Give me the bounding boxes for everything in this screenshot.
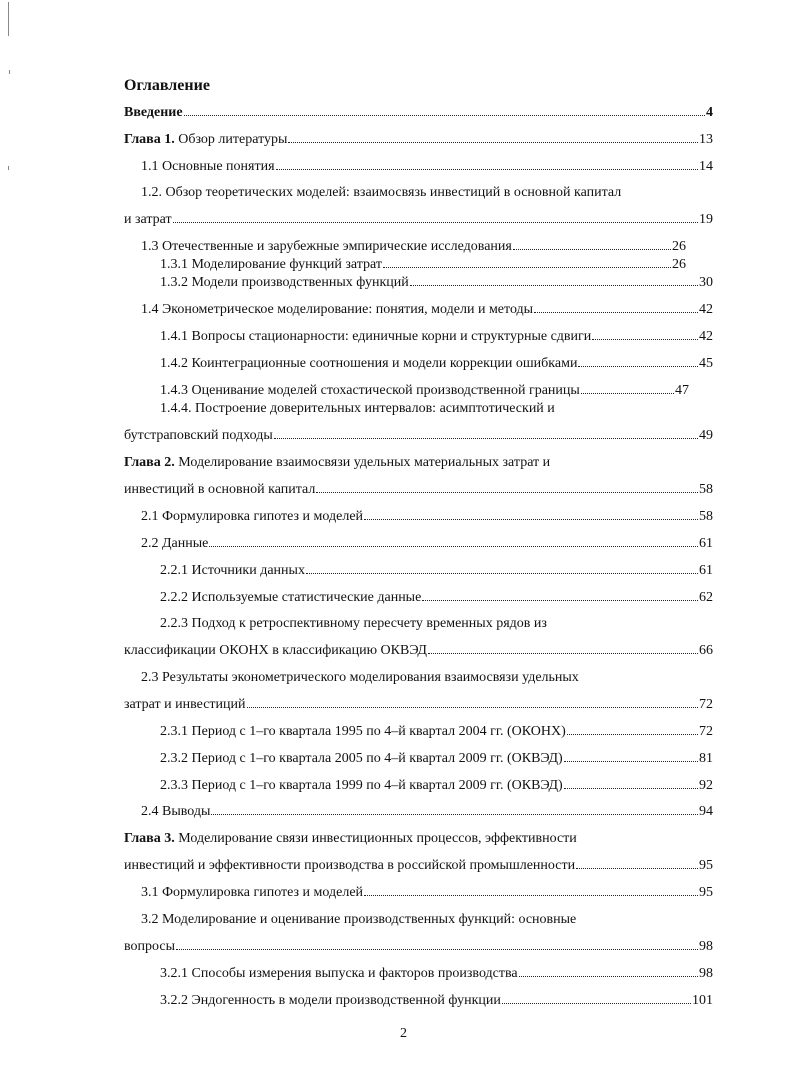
leader-dots	[184, 115, 705, 116]
leader-dots	[176, 949, 698, 950]
toc-entry	[124, 696, 713, 713]
toc-entry	[124, 938, 713, 955]
toc-entry-text: 2.3 Результаты эконометрического моделирования взаимосвязи удельных	[141, 670, 579, 685]
toc-entry	[160, 355, 713, 372]
toc-entry-page: 14	[699, 159, 713, 174]
toc-entry-page: 95	[699, 858, 713, 873]
toc-entry-page: 42	[699, 329, 713, 344]
leader-dots	[247, 707, 698, 708]
toc-entry	[160, 328, 713, 345]
toc-entry-label: инвестиций в основной капитал	[124, 482, 316, 497]
toc-entry-page: 66	[699, 643, 713, 658]
toc-entry-label: 1.3.2 Модели производственных функций	[160, 275, 409, 290]
toc-entry-label: 2.4 Выводы	[141, 804, 211, 819]
toc-entry-label: 2.2.1 Источники данных	[160, 563, 305, 578]
leader-dots	[567, 734, 698, 735]
leader-dots	[306, 573, 698, 574]
toc-entry-label: 2.2 Данные	[141, 536, 209, 551]
toc-entry	[160, 589, 713, 606]
toc-entry	[160, 750, 713, 767]
toc-entry-text: 1.4.4. Построение доверительных интервалов: асимптотический и	[160, 401, 555, 416]
leader-dots	[581, 393, 674, 394]
toc-entry	[124, 642, 713, 659]
toc-entry-page: 92	[699, 778, 713, 793]
chapter-number: Глава 2.	[124, 455, 175, 470]
toc-entry-label: бутстраповский подходы	[124, 428, 273, 443]
toc-entry-label: 2.2.2 Используемые статистические данные	[160, 590, 422, 605]
toc-entry-page: 61	[699, 536, 713, 551]
toc-entry	[160, 382, 689, 399]
toc-entry-label: Моделирование взаимосвязи удельных материальных затрат и	[174, 455, 551, 470]
toc-entry-page: 45	[699, 356, 713, 371]
leader-dots	[422, 600, 698, 601]
toc-entry-text: 3.2 Моделирование и оценивание производственных функций: основные	[141, 912, 577, 927]
toc-entry-label: вопросы	[124, 939, 175, 954]
toc-entry	[124, 857, 713, 874]
leader-dots	[513, 249, 671, 250]
leader-dots	[274, 438, 698, 439]
toc-entry	[124, 104, 713, 121]
leader-dots	[211, 814, 698, 815]
leader-dots	[209, 546, 698, 547]
toc-entry	[141, 238, 686, 255]
toc-entry-page: 49	[699, 428, 713, 443]
toc-title: Оглавление	[124, 77, 210, 94]
toc-entry	[160, 777, 713, 794]
toc-entry-label: 3.1 Формулировка гипотез и моделей	[141, 885, 364, 900]
toc-entry	[141, 535, 713, 552]
toc-entry-page: 101	[692, 993, 713, 1008]
leader-dots	[364, 895, 698, 896]
toc-entry	[124, 427, 713, 444]
toc-entry-text	[124, 454, 550, 471]
toc-entry	[160, 274, 713, 291]
toc-entry	[160, 965, 713, 982]
toc-entry-page: 47	[675, 383, 689, 398]
toc-entry-page: 72	[699, 724, 713, 739]
toc-entry-page: 98	[699, 939, 713, 954]
toc-entry-page: 26	[672, 257, 686, 272]
toc-entry	[141, 158, 713, 175]
scan-mark	[8, 2, 9, 36]
toc-entry-label: Обзор литературы	[174, 132, 288, 147]
toc-entry-label: 1.3 Отечественные и зарубежные эмпирические исследования	[141, 239, 512, 254]
toc-entry-label: инвестиций и эффективности производства в российской промышленности	[124, 858, 576, 873]
toc-entry	[160, 562, 713, 579]
toc-entry-label: классификации ОКОНХ в классификацию ОКВЭД	[124, 643, 427, 658]
toc-entry-label: 2.3.1 Период с 1–го квартала 1995 по 4–й квартал 2004 гг. (ОКОНХ)	[160, 724, 566, 739]
page-number: 2	[400, 1026, 407, 1041]
toc-entry-label: 2.3.3 Период с 1–го квартала 1999 по 4–й квартал 2009 гг. (ОКВЭД)	[160, 778, 563, 793]
toc-entry	[160, 723, 713, 740]
toc-entry-label: 1.4.3 Оценивание моделей стохастической производственной границы	[160, 383, 580, 398]
toc-entry-page: 42	[699, 302, 713, 317]
toc-entry-page: 81	[699, 751, 713, 766]
scan-mark	[9, 70, 10, 74]
leader-dots	[502, 1003, 691, 1004]
leader-dots	[534, 312, 698, 313]
leader-dots	[592, 339, 698, 340]
toc-entry-label: 1.3.1 Моделирование функций затрат	[160, 257, 382, 272]
leader-dots	[564, 788, 698, 789]
toc-entry-page: 30	[699, 275, 713, 290]
toc-entry-label: 3.2.2 Эндогенность в модели производственной функции	[160, 993, 501, 1008]
leader-dots	[576, 868, 698, 869]
toc-entry-page: 26	[672, 239, 686, 254]
toc-entry-page: 95	[699, 885, 713, 900]
toc-entry-page: 61	[699, 563, 713, 578]
toc-entry	[141, 884, 713, 901]
toc-entry-label: 1.4 Эконометрическое моделирование: понятия, модели и методы	[141, 302, 534, 317]
toc-entry-text: 1.2. Обзор теоретических моделей: взаимосвязь инвестиций в основной капитал	[141, 185, 622, 200]
toc-entry-page: 58	[699, 509, 713, 524]
toc-entry-label: Моделирование связи инвестиционных процессов, эффективности	[174, 831, 577, 846]
chapter-number: Глава 3.	[124, 831, 175, 846]
toc-entry-label: Введение	[124, 105, 183, 120]
toc-entry	[160, 256, 686, 273]
toc-entry-page: 72	[699, 697, 713, 712]
leader-dots	[383, 267, 671, 268]
toc-entry-text: 2.2.3 Подход к ретроспективному пересчету временных рядов из	[160, 616, 547, 631]
toc-entry-page: 58	[699, 482, 713, 497]
toc-entry-label: 2.3.2 Период с 1–го квартала 2005 по 4–й квартал 2009 гг. (ОКВЭД)	[160, 751, 563, 766]
toc-entry-text	[124, 830, 577, 847]
toc-entry	[141, 508, 713, 525]
leader-dots	[173, 222, 698, 223]
toc-entry	[141, 301, 713, 318]
leader-dots	[578, 366, 698, 367]
toc-entry-page: 94	[699, 804, 713, 819]
leader-dots	[564, 761, 698, 762]
toc-entry	[141, 803, 713, 820]
toc-entry-page: 4	[706, 105, 713, 120]
toc-entry-label: 1.4.1 Вопросы стационарности: единичные корни и структурные сдвиги	[160, 329, 592, 344]
leader-dots	[276, 169, 698, 170]
toc-entry	[124, 131, 713, 148]
toc-entry-page: 13	[699, 132, 713, 147]
leader-dots	[316, 492, 698, 493]
leader-dots	[288, 142, 698, 143]
scan-mark	[8, 166, 9, 170]
toc-entry-label: 3.2.1 Способы измерения выпуска и факторов производства	[160, 966, 518, 981]
toc-entry-page: 62	[699, 590, 713, 605]
leader-dots	[519, 976, 698, 977]
toc-entry-page: 98	[699, 966, 713, 981]
toc-entry-label: затрат и инвестиций	[124, 697, 246, 712]
toc-entry-page: 19	[699, 212, 713, 227]
toc-entry-label: 2.1 Формулировка гипотез и моделей	[141, 509, 364, 524]
toc-entry	[160, 992, 713, 1009]
leader-dots	[428, 653, 698, 654]
leader-dots	[410, 285, 698, 286]
toc-entry	[124, 481, 713, 498]
leader-dots	[364, 519, 698, 520]
toc-entry-label: 1.4.2 Коинтеграционные соотношения и модели коррекции ошибками	[160, 356, 578, 371]
toc-entry-label: 1.1 Основные понятия	[141, 159, 275, 174]
toc-entry-label: и затрат	[124, 212, 172, 227]
chapter-number: Глава 1.	[124, 132, 175, 147]
toc-entry	[124, 211, 713, 228]
